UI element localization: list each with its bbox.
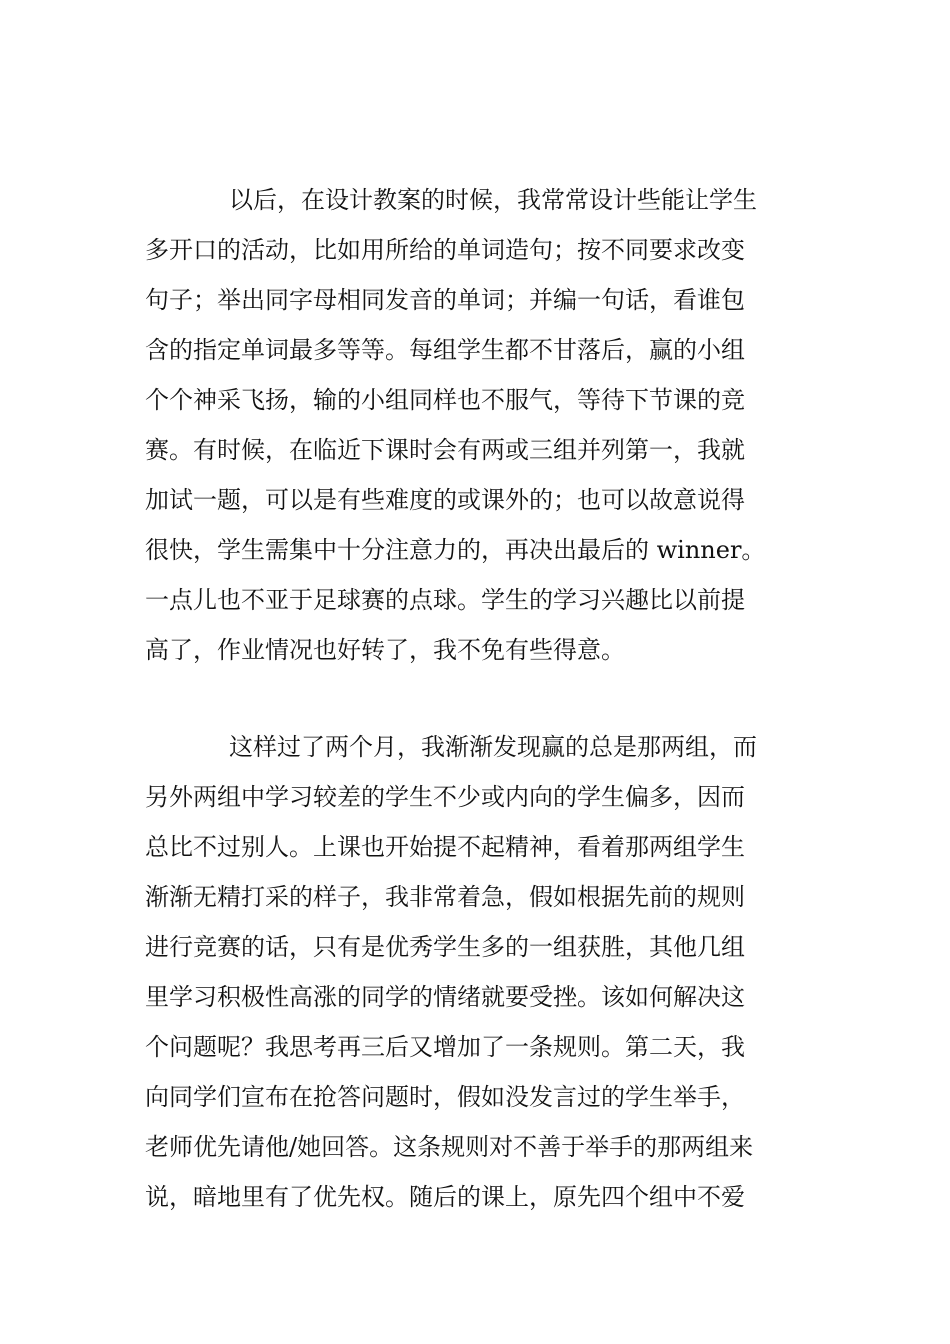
paragraph-line: 这样过了两个月，我渐渐发现赢的总是那两组，而 (229, 733, 757, 761)
paragraph-line: 个个神采飞扬，输的小组同样也不服气，等待下节课的竞 (145, 386, 745, 414)
paragraph-line: 多开口的活动，比如用所给的单词造句；按不同要求改变 (145, 236, 745, 264)
paragraph-line: 含的指定单词最多等等。每组学生都不甘落后，赢的小组 (145, 336, 745, 364)
paragraph-line: 加试一题，可以是有些难度的或课外的；也可以故意说得 (145, 486, 745, 514)
paragraph-line: 另外两组中学习较差的学生不少或内向的学生偏多，因而 (145, 783, 745, 811)
paragraph-line: 以后，在设计教案的时候，我常常设计些能让学生 (229, 186, 757, 214)
paragraph-line: 里学习积极性高涨的同学的情绪就要受挫。该如何解决这 (145, 983, 745, 1011)
paragraph-line: 赛。有时候，在临近下课时会有两或三组并列第一，我就 (145, 436, 745, 464)
paragraph-line: 老师优先请他/她回答。这条规则对不善于举手的那两组来 (145, 1133, 754, 1161)
paragraph-line: 向同学们宣布在抢答问题时，假如没发言过的学生举手， (145, 1083, 745, 1111)
paragraph-1 (145, 175, 805, 675)
paragraph-line: 一点儿也不亚于足球赛的点球。学生的学习兴趣比以前提 (145, 586, 745, 614)
paragraph-line: 句子；举出同字母相同发音的单词；并编一句话，看谁包 (145, 286, 745, 314)
paragraph-line: 高了，作业情况也好转了，我不免有些得意。 (145, 636, 625, 664)
paragraph-line: 很快，学生需集中十分注意力的，再决出最后的 winner。 (145, 536, 766, 564)
paragraph-line: 说，暗地里有了优先权。随后的课上，原先四个组中不爱 (145, 1183, 745, 1211)
paragraph-line: 总比不过别人。上课也开始提不起精神，看着那两组学生 (145, 833, 745, 861)
paragraph-line: 进行竞赛的话，只有是优秀学生多的一组获胜，其他几组 (145, 933, 745, 961)
paragraph-2 (145, 722, 805, 1222)
paragraph-line: 渐渐无精打采的样子，我非常着急，假如根据先前的规则 (145, 883, 745, 911)
paragraph-line: 个问题呢？我思考再三后又增加了一条规则。第二天，我 (145, 1033, 745, 1061)
